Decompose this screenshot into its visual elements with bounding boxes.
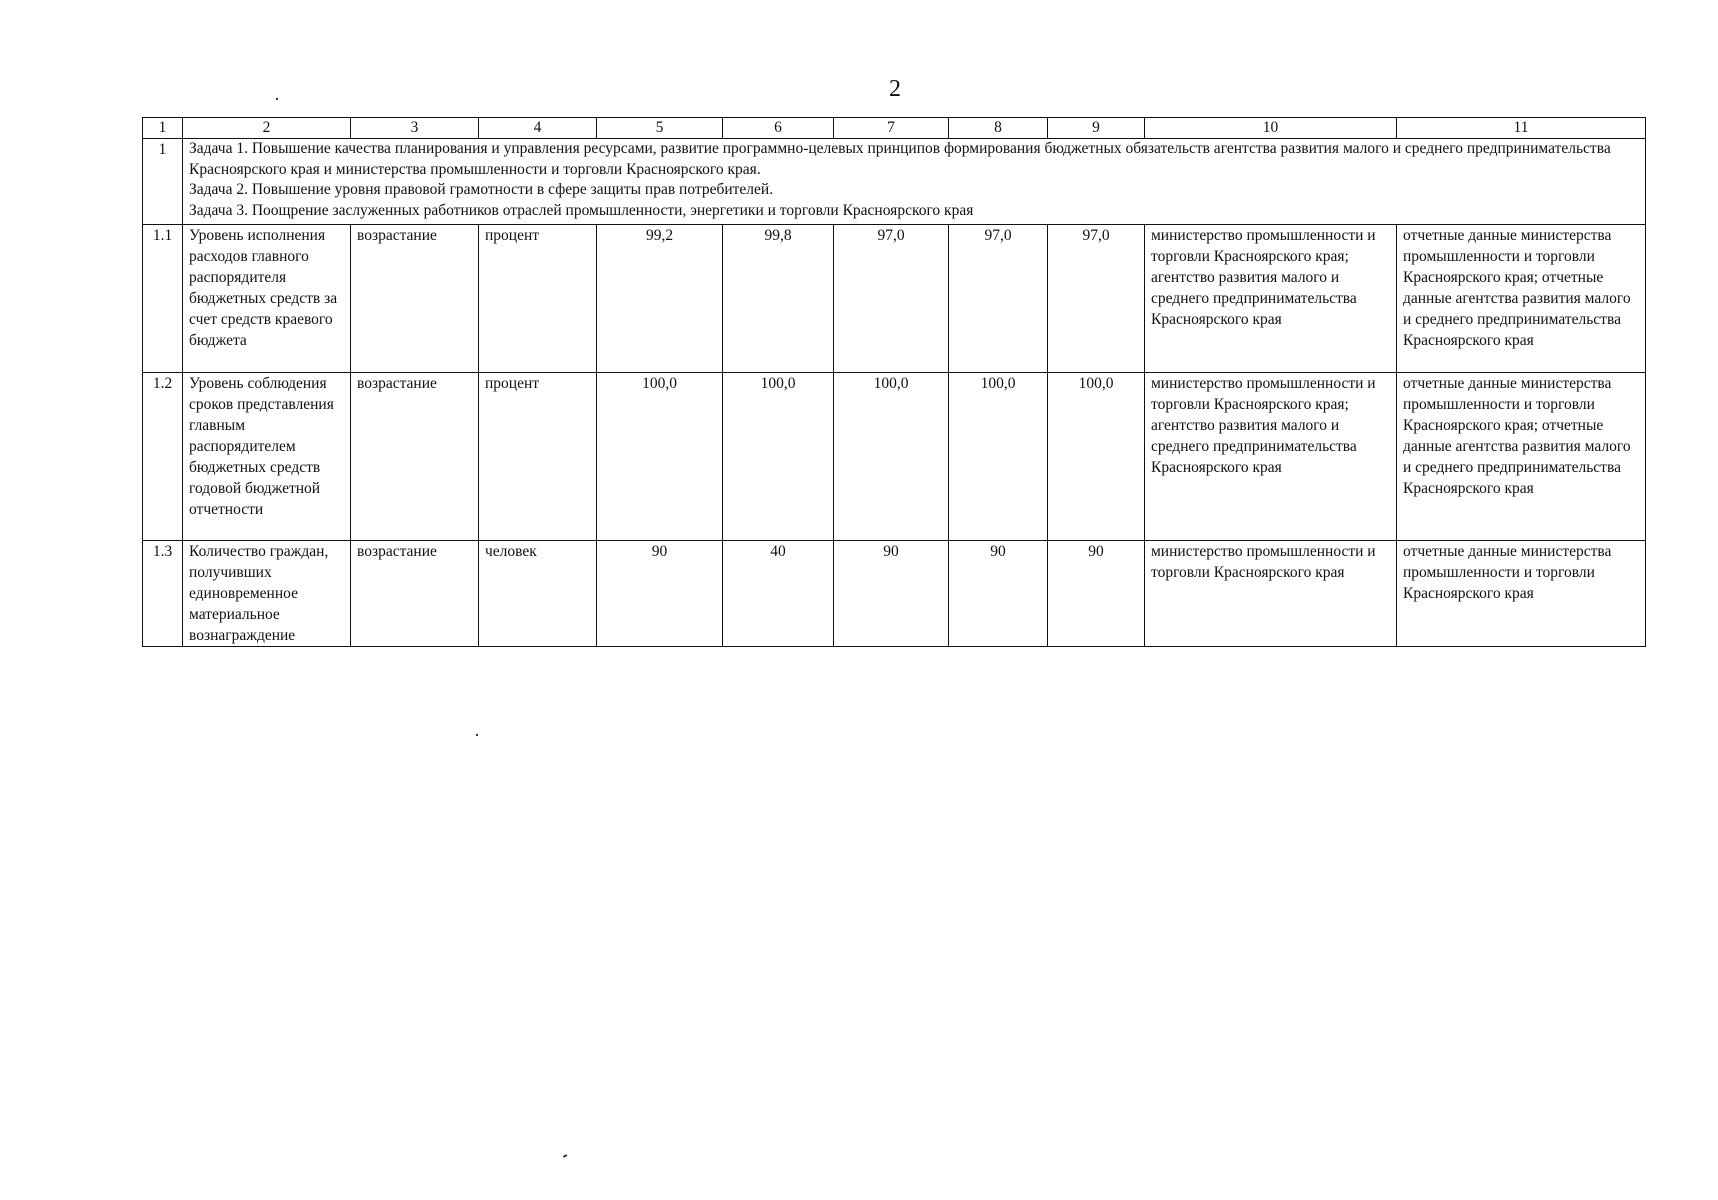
column-header-6: 6	[723, 118, 834, 139]
unit-cell: процент	[479, 225, 597, 373]
tasks-row-number: 1	[143, 139, 183, 225]
value-col-9: 100,0	[1048, 373, 1145, 541]
trend-cell: возрастание	[351, 225, 479, 373]
row-number: 1.3	[143, 541, 183, 647]
column-header-5: 5	[597, 118, 723, 139]
row-number: 1.1	[143, 225, 183, 373]
column-header-8: 8	[949, 118, 1048, 139]
column-header-3: 3	[351, 118, 479, 139]
column-header-1: 1	[143, 118, 183, 139]
value-col-6: 99,8	[723, 225, 834, 373]
indicator-name: Количество граждан, получивших единовременное материальное вознаграждение	[183, 541, 351, 647]
responsible-cell: министерство промышленности и торговли Красноярского края; агентство развития малого и среднего предпринимательства Красноярского края	[1145, 373, 1397, 541]
page-number: 2	[889, 76, 901, 102]
value-col-5: 90	[597, 541, 723, 647]
value-col-9: 97,0	[1048, 225, 1145, 373]
column-header-10: 10	[1145, 118, 1397, 139]
table-row	[143, 541, 1646, 647]
value-col-8: 100,0	[949, 373, 1048, 541]
tasks-cell	[183, 139, 1646, 225]
column-header-2: 2	[183, 118, 351, 139]
unit-cell: процент	[479, 373, 597, 541]
responsible-cell: министерство промышленности и торговли Красноярского края	[1145, 541, 1397, 647]
value-col-5: 99,2	[597, 225, 723, 373]
scan-speck	[563, 1154, 567, 1157]
tasks-row	[143, 139, 1646, 225]
source-cell: отчетные данные министерства промышленности и торговли Красноярского края	[1397, 541, 1646, 647]
column-number-row	[143, 118, 1646, 139]
value-col-7: 100,0	[834, 373, 949, 541]
scan-speck	[476, 734, 478, 736]
table-row	[143, 373, 1646, 541]
value-col-9: 90	[1048, 541, 1145, 647]
indicators-table	[142, 117, 1646, 647]
value-col-6: 100,0	[723, 373, 834, 541]
column-header-7: 7	[834, 118, 949, 139]
column-header-11: 11	[1397, 118, 1646, 139]
source-cell: отчетные данные министерства промышленности и торговли Красноярского края; отчетные данные агентства развития малого и среднего предпринимательства Красноярского края	[1397, 225, 1646, 373]
responsible-cell: министерство промышленности и торговли Красноярского края; агентство развития малого и среднего предпринимательства Красноярского края	[1145, 225, 1397, 373]
value-col-8: 90	[949, 541, 1048, 647]
indicator-name: Уровень исполнения расходов главного распорядителя бюджетных средств за счет средств краевого бюджета	[183, 225, 351, 373]
value-col-7: 90	[834, 541, 949, 647]
value-col-7: 97,0	[834, 225, 949, 373]
task-2-text: Задача 2. Повышение уровня правовой грамотности в сфере защиты прав потребителей.	[189, 181, 774, 198]
value-col-5: 100,0	[597, 373, 723, 541]
trend-cell: возрастание	[351, 373, 479, 541]
task-1-text: Задача 1. Повышение качества планирования и управления ресурсами, развитие программно-целевых принципов формирования бюджетных обязательств агентства развития малого и среднего предпринимательства Красноярского края и министерства промышленности и торговли Красноярского края.	[189, 140, 1611, 178]
table-row	[143, 225, 1646, 373]
column-header-9: 9	[1048, 118, 1145, 139]
unit-cell: человек	[479, 541, 597, 647]
scan-speck	[276, 98, 278, 100]
trend-cell: возрастание	[351, 541, 479, 647]
column-header-4: 4	[479, 118, 597, 139]
row-number: 1.2	[143, 373, 183, 541]
value-col-8: 97,0	[949, 225, 1048, 373]
source-cell: отчетные данные министерства промышленности и торговли Красноярского края; отчетные данные агентства развития малого и среднего предпринимательства Красноярского края	[1397, 373, 1646, 541]
task-3-text: Задача 3. Поощрение заслуженных работников отраслей промышленности, энергетики и торговли Красноярского края	[189, 201, 974, 219]
indicator-name: Уровень соблюдения сроков представления главным распорядителем бюджетных средств годовой бюджетной отчетности	[183, 373, 351, 541]
value-col-6: 40	[723, 541, 834, 647]
